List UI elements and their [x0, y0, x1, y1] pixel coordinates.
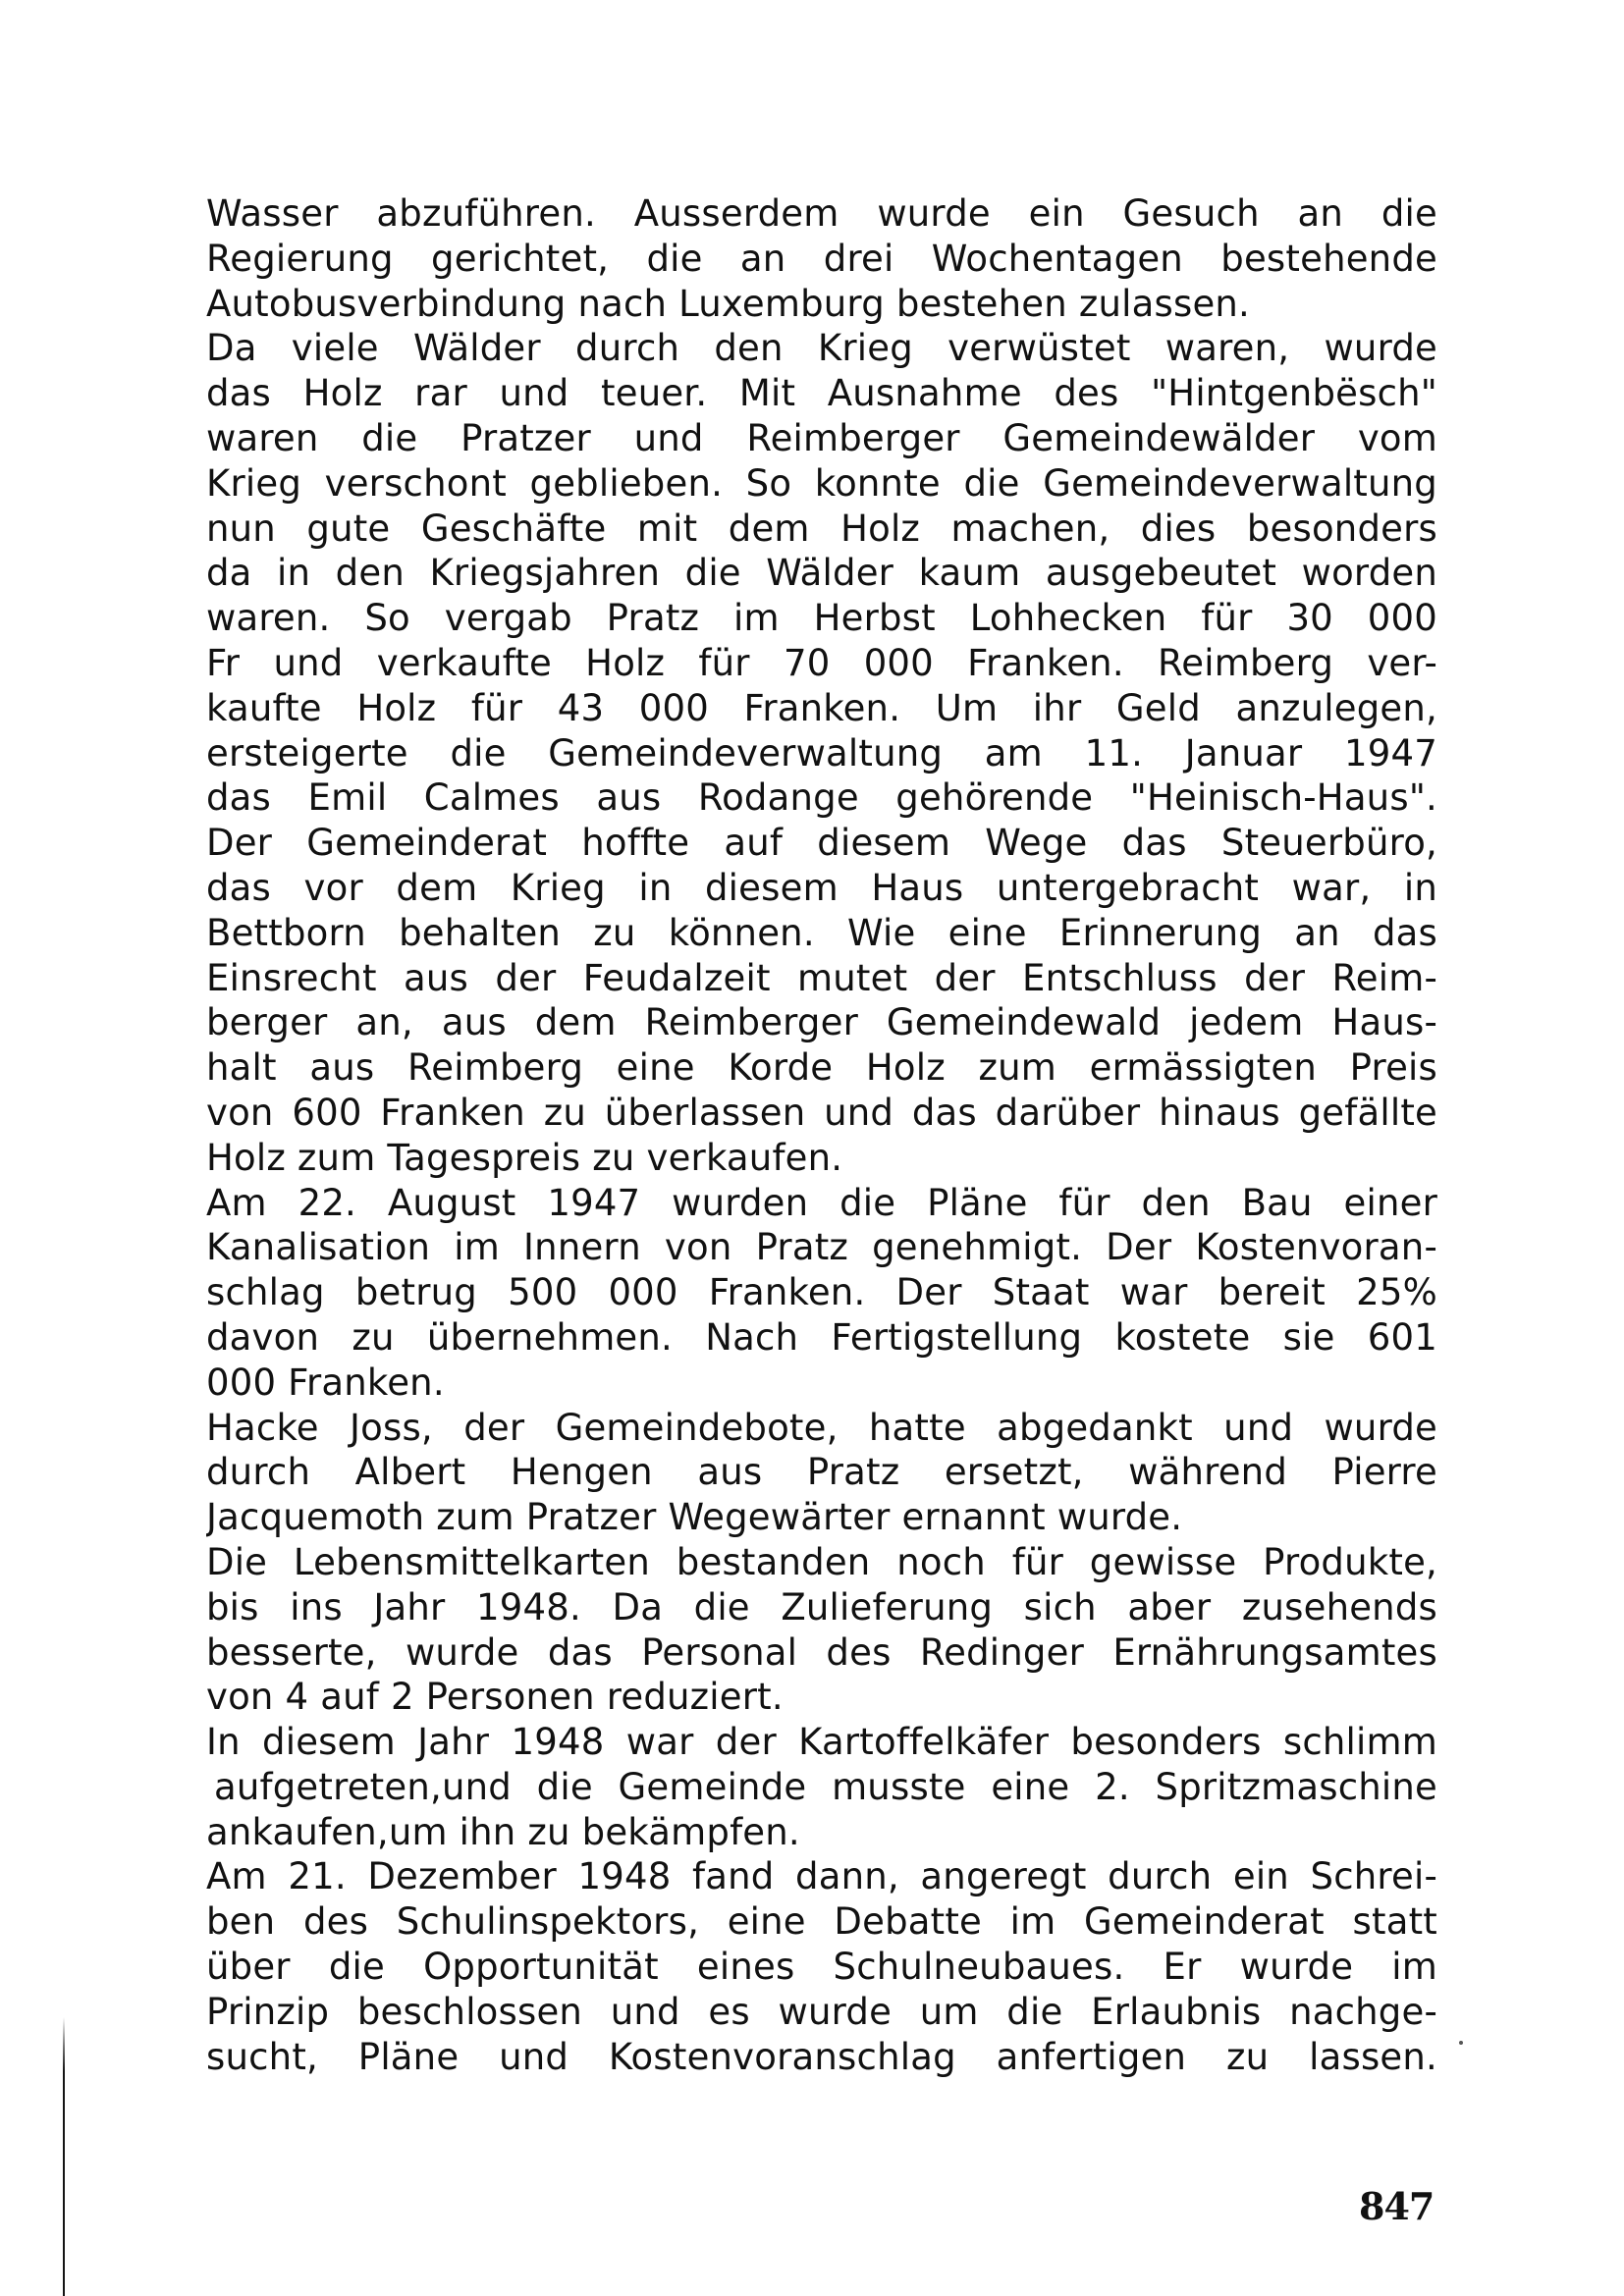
body-text — [206, 191, 1437, 2079]
text-line: über die Opportunität eines Schulneubaues. Er wurde im — [206, 1946, 1437, 1989]
margin-rule-line — [63, 2017, 65, 2296]
text-line: Am 22. August 1947 wurden die Pläne für den Bau einer — [206, 1181, 1437, 1224]
text-line: In diesem Jahr 1948 war der Kartoffelkäfer besonders schlimm — [206, 1721, 1437, 1764]
text-line: davon zu übernehmen. Nach Fertigstellung kostete sie 601 — [206, 1315, 1437, 1359]
text-line: Regierung gerichtet, die an drei Wochentagen bestehende — [206, 237, 1437, 280]
text-line: Einsrecht aus der Feudalzeit mutet der Entschluss der Reim- — [206, 956, 1437, 999]
page-number: 847 — [1359, 2184, 1435, 2228]
text-line: das Holz rar und teuer. Mit Ausnahme des "Hintgenbësch" — [206, 372, 1437, 415]
text-line: von 600 Franken zu überlassen und das darüber hinaus gefällte — [206, 1091, 1437, 1134]
text-line: ankaufen,um ihn zu bekämpfen. — [206, 1810, 800, 1853]
text-line: Kanalisation im Innern von Pratz genehmigt. Der Kostenvoran- — [206, 1226, 1437, 1269]
text-line: kaufte Holz für 43 000 Franken. Um ihr Geld anzulegen, — [206, 686, 1437, 729]
text-line: Am 21. Dezember 1948 fand dann, angeregt durch ein Schrei- — [206, 1855, 1437, 1898]
text-line: Krieg verschont geblieben. So konnte die Gemeindeverwaltung — [206, 461, 1437, 505]
text-line: berger an, aus dem Reimberger Gemeindewald jedem Haus- — [206, 1001, 1437, 1044]
text-line: Da viele Wälder durch den Krieg verwüstet waren, wurde — [206, 327, 1437, 370]
text-line: ben des Schulinspektors, eine Debatte im Gemeinderat statt — [206, 1900, 1437, 1944]
text-line: Hacke Joss, der Gemeindebote, hatte abgedankt und wurde — [206, 1406, 1437, 1449]
text-line: waren die Pratzer und Reimberger Gemeindewälder vom — [206, 416, 1437, 459]
text-line: von 4 auf 2 Personen reduziert. — [206, 1676, 784, 1719]
text-line: nun gute Geschäfte mit dem Holz machen, dies besonders — [206, 507, 1437, 550]
text-line: ersteigerte die Gemeindeverwaltung am 11. Januar 1947 — [206, 731, 1437, 774]
text-line: Bettborn behalten zu können. Wie eine Erinnerung an das — [206, 911, 1437, 954]
text-line: Die Lebensmittelkarten bestanden noch für gewisse Produkte, — [206, 1540, 1437, 1583]
text-line: halt aus Reimberg eine Korde Holz zum ermässigten Preis — [206, 1046, 1437, 1090]
text-line: sucht, Pläne und Kostenvoranschlag anfertigen zu lassen. — [206, 2035, 1437, 2078]
text-line: Holz zum Tagespreis zu verkaufen. — [206, 1136, 843, 1179]
text-line: Autobusverbindung nach Luxemburg bestehen zulassen. — [206, 282, 1251, 325]
text-line: durch Albert Hengen aus Pratz ersetzt, während Pierre — [206, 1451, 1437, 1494]
text-line: aufgetreten,und die Gemeinde musste eine 2. Spritzmaschine — [214, 1765, 1437, 1808]
scan-speck — [1459, 2041, 1463, 2045]
text-line: Fr und verkaufte Holz für 70 000 Franken. Reimberg ver- — [206, 641, 1437, 684]
text-line: da in den Kriegsjahren die Wälder kaum ausgebeutet worden — [206, 552, 1437, 595]
text-line: besserte, wurde das Personal des Redinger Ernährungsamtes — [206, 1630, 1437, 1674]
text-line: waren. So vergab Pratz im Herbst Lohhecken für 30 000 — [206, 597, 1437, 640]
text-line: Jacquemoth zum Pratzer Wegewärter ernannt wurde. — [206, 1496, 1183, 1539]
text-line: bis ins Jahr 1948. Da die Zulieferung sich aber zusehends — [206, 1585, 1437, 1629]
text-line: Prinzip beschlossen und es wurde um die Erlaubnis nachge- — [206, 1990, 1437, 2033]
text-line: das vor dem Krieg in diesem Haus untergebracht war, in — [206, 866, 1437, 909]
text-line: das Emil Calmes aus Rodange gehörende "Heinisch-Haus". — [206, 776, 1437, 820]
text-line: Der Gemeinderat hoffte auf diesem Wege das Steuerbüro, — [206, 822, 1437, 865]
text-line: Wasser abzuführen. Ausserdem wurde ein Gesuch an die — [206, 192, 1437, 235]
text-line: schlag betrug 500 000 Franken. Der Staat war bereit 25% — [206, 1271, 1437, 1314]
text-line: 000 Franken. — [206, 1361, 445, 1404]
